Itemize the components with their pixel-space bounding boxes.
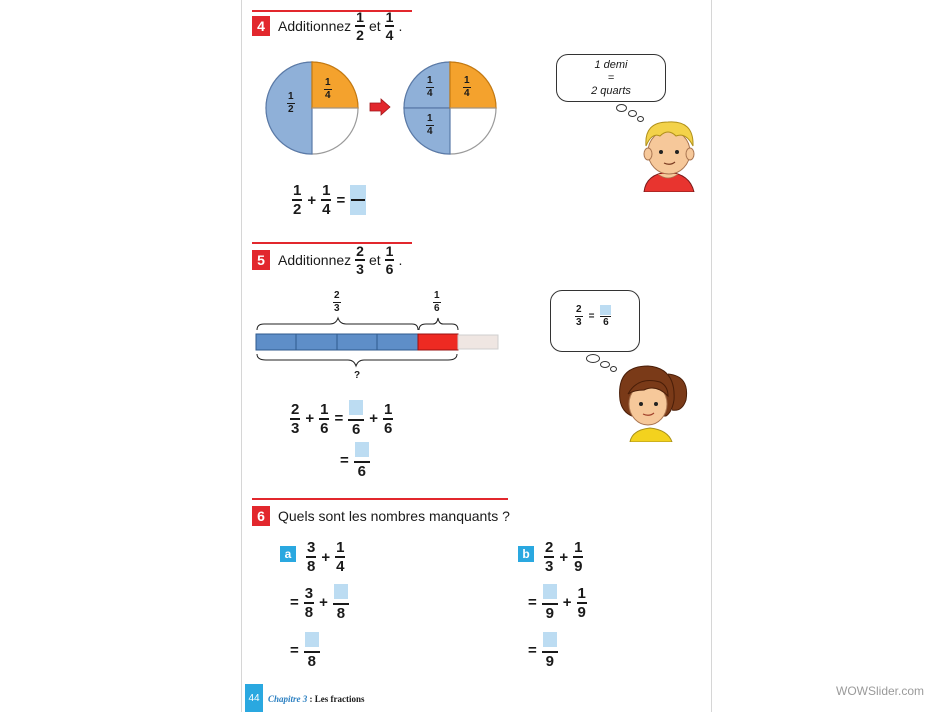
ex4-title-frac1: $\frac{1}{2}$ [356,9,364,43]
ex6-a-badge: a [280,545,296,563]
brace-label-two-thirds: 2 3 [334,290,340,314]
quarter-sector [312,62,358,108]
chapter-title: Les fractions [314,694,365,704]
ex6-b-row1 [544,540,583,574]
bar-empty-segment [458,335,498,349]
bubble-line3: 2 quarts [591,85,631,97]
ex5-title-prefix: Additionnez [278,252,352,268]
circle2-q3-label: 1 4 [427,113,433,137]
girl-character-illustration [610,360,692,442]
ex5-frac-b: $\frac{1}{6}$ [320,400,329,437]
ex5-title-frac1: $\frac{2}{3}$ [356,243,364,277]
circle2-q1-label: 1 4 [427,75,433,99]
plus-sign: + [307,191,317,209]
ex4-eq-frac-a: $\frac{1}{2}$ [293,182,302,218]
plus-sign: + [305,410,315,427]
equals-sign: = [340,452,349,469]
ex5-title [278,244,402,276]
bubble-dot [600,361,610,368]
ex6-b-frac-x: $\frac{2}{3}$ [545,539,554,575]
ex6-b-row2-answer[interactable]: 9 [542,584,558,621]
circle1-half-label: 1 2 [288,91,294,115]
ex4-header [252,9,403,43]
ex5-title-end: . [398,252,403,268]
ex6-a-row3-answer[interactable]: 8 [304,632,320,669]
bubble-dot [586,354,600,363]
ex6-a-row2-frac: $\frac{3}{8}$ [304,584,314,621]
bubble-dot [616,104,627,112]
ex6-a-row2 [290,584,349,621]
ex5-header [252,243,403,277]
brace-label-one-sixth: 1 6 [434,290,440,314]
plus-sign: + [321,548,331,566]
bubble-dot [628,110,637,117]
ex5-title-connector: et [368,252,381,268]
ex4-eq-frac-b: $\frac{1}{4}$ [322,182,331,218]
ex5-equation-line1 [290,400,393,437]
ex4-title [278,10,402,42]
plus-sign: + [369,410,378,427]
ex6-a-row3 [290,632,320,669]
equals-sign: = [334,410,344,427]
ex5-frac-a: $\frac{2}{3}$ [291,400,300,437]
ex6-b-badge: b [518,545,534,563]
ex4-circle-three-quarters [402,60,498,156]
brace-top-two-thirds [257,318,418,330]
ex6-a-row2-answer[interactable]: 8 [333,584,349,621]
ex6-b-frac-y: $\frac{1}{9}$ [574,539,583,575]
ex5-result-answer[interactable]: 6 [354,442,370,479]
ex4-title-connector: et [368,18,381,34]
plus-sign: + [562,594,572,611]
thought-bubble-boy [556,54,666,102]
plus-sign: + [559,548,569,566]
ex6-number: 6 [252,506,270,526]
bubble5-frac: $\frac{2}{3}$ [576,304,582,328]
chapter-label: Chapitre 3 [268,694,308,704]
ex4-equation [292,183,366,217]
ex6-a-frac-x: $\frac{3}{8}$ [307,539,316,575]
page-number: 44 [245,684,263,712]
plus-sign: + [319,594,328,611]
brace-top-one-sixth [419,318,458,330]
equals-sign: = [290,642,299,659]
ex5-number: 5 [252,250,270,270]
textbook-page [241,0,712,712]
circle1-quarter-label: 1 4 [325,77,331,101]
fraction-bar-diagram [252,314,504,374]
equals-sign: = [528,642,537,659]
brace-bottom [257,354,457,366]
ex5-equation-line2 [340,442,370,479]
arrow-right-icon [369,98,391,116]
ex6-b-row2 [528,584,587,621]
equals-sign: = [336,191,346,209]
ex4-title-frac2: $\frac{1}{4}$ [385,9,394,43]
ex6-a-frac-y: $\frac{1}{4}$ [336,539,345,575]
ex5-title-frac2: $\frac{1}{6}$ [385,243,394,277]
chapter-separator: : [307,694,315,704]
ex6-a-row1 [306,540,345,574]
bubble-line1: 1 demi [594,59,628,71]
ex6-b-row3-answer[interactable]: 9 [542,632,558,669]
ex4-number: 4 [252,16,270,36]
circle2-q2-label: 1 4 [464,75,470,99]
brace-bottom-question: ? [354,370,361,381]
ex5-frac-e: $\frac{1}{6}$ [383,400,393,437]
watermark-text: WOWSlider.com [836,684,925,698]
ex6-header [252,504,510,528]
ex6-b-row2-frac: $\frac{1}{9}$ [577,584,586,621]
ex5-answer-numerator[interactable]: 6 [348,400,364,437]
boy-character-illustration [638,116,700,192]
equals-sign: = [290,594,299,611]
ex6-rule [252,498,508,500]
ex6-title: Quels sont les nombres manquants ? [278,508,510,524]
ex6-b-row3 [528,632,558,669]
equals-sign: = [528,594,537,611]
ex4-circle-half-quarter [264,60,360,156]
thought-bubble-girl [550,290,640,352]
bubble5-answer[interactable]: 6 [600,305,611,328]
ex4-title-prefix: Additionnez [278,18,352,34]
bubble-line2: = [607,72,615,84]
bar-red-segment [418,334,458,350]
equals-sign: = [588,311,595,322]
chapter-footer [268,694,365,704]
ex4-answer-box[interactable] [350,185,366,215]
ex4-title-end: . [398,18,403,34]
